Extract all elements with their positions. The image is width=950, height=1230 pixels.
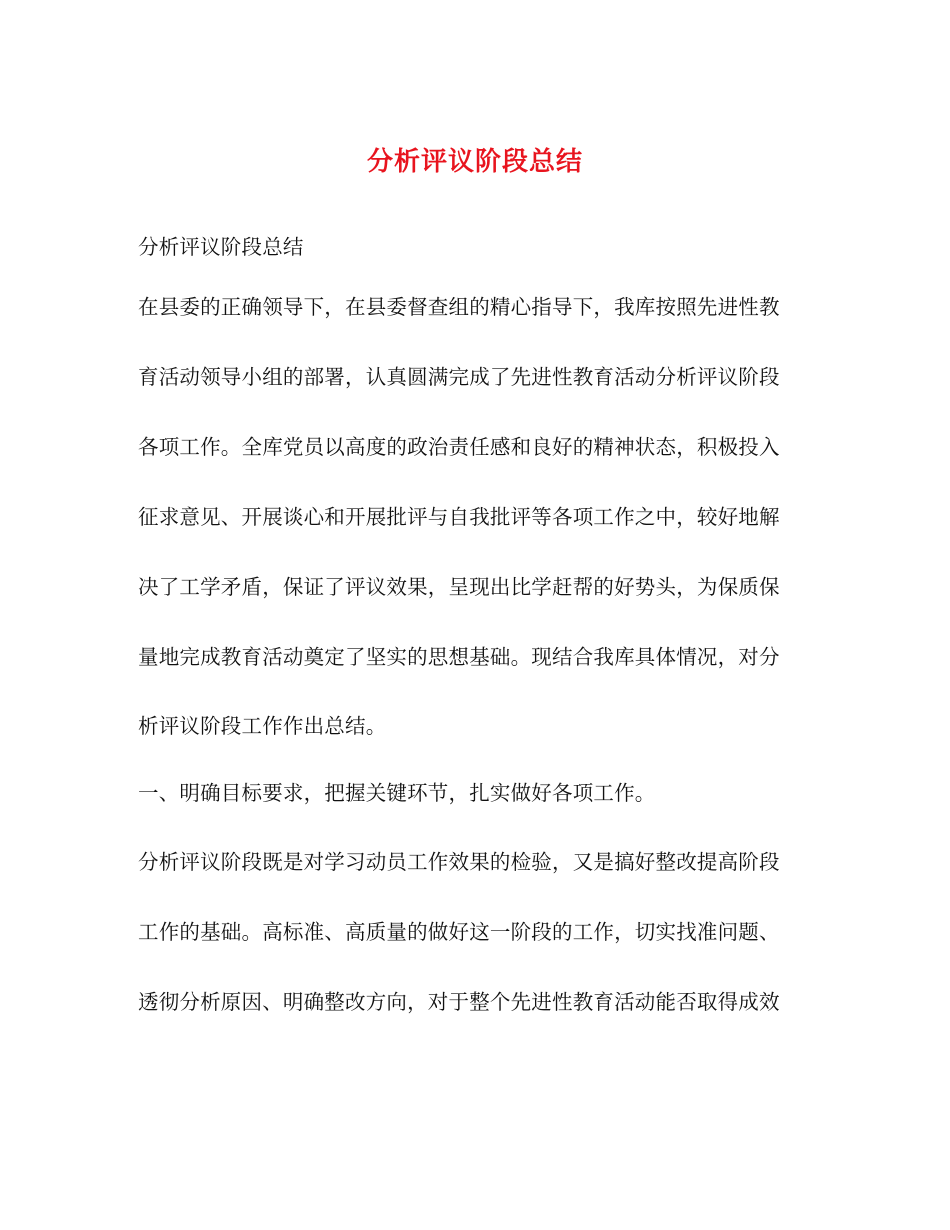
body-line: 工作的基础。高标准、高质量的做好这一阶段的工作，切实找准问题、 xyxy=(138,920,780,944)
body-line: 征求意见、开展谈心和开展批评与自我批评等各项工作之中，较好地解 xyxy=(138,505,780,529)
subtitle-line: 分析评议阶段总结 xyxy=(138,235,304,259)
body-line: 析评议阶段工作作出总结。 xyxy=(138,714,387,738)
body-line: 透彻分析原因、明确整改方向，对于整个先进性教育活动能否取得成效 xyxy=(138,990,780,1014)
body-line: 量地完成教育活动奠定了坚实的思想基础。现结合我库具体情况，对分 xyxy=(138,645,780,669)
document-title: 分析评议阶段总结 xyxy=(366,147,583,177)
body-line: 决了工学矛盾，保证了评议效果，呈现出比学赶帮的好势头，为保质保 xyxy=(138,575,780,599)
body-line: 各项工作。全库党员以高度的政治责任感和良好的精神状态，积极投入 xyxy=(138,435,780,459)
body-line: 分析评议阶段既是对学习动员工作效果的检验，又是搞好整改提高阶段 xyxy=(138,850,780,874)
body-line: 在县委的正确领导下，在县委督查组的精心指导下，我库按照先进性教 xyxy=(138,295,780,319)
body-line: 育活动领导小组的部署，认真圆满完成了先进性教育活动分析评议阶段 xyxy=(138,365,780,389)
section-heading: 一、明确目标要求，把握关键环节，扎实做好各项工作。 xyxy=(138,781,656,805)
